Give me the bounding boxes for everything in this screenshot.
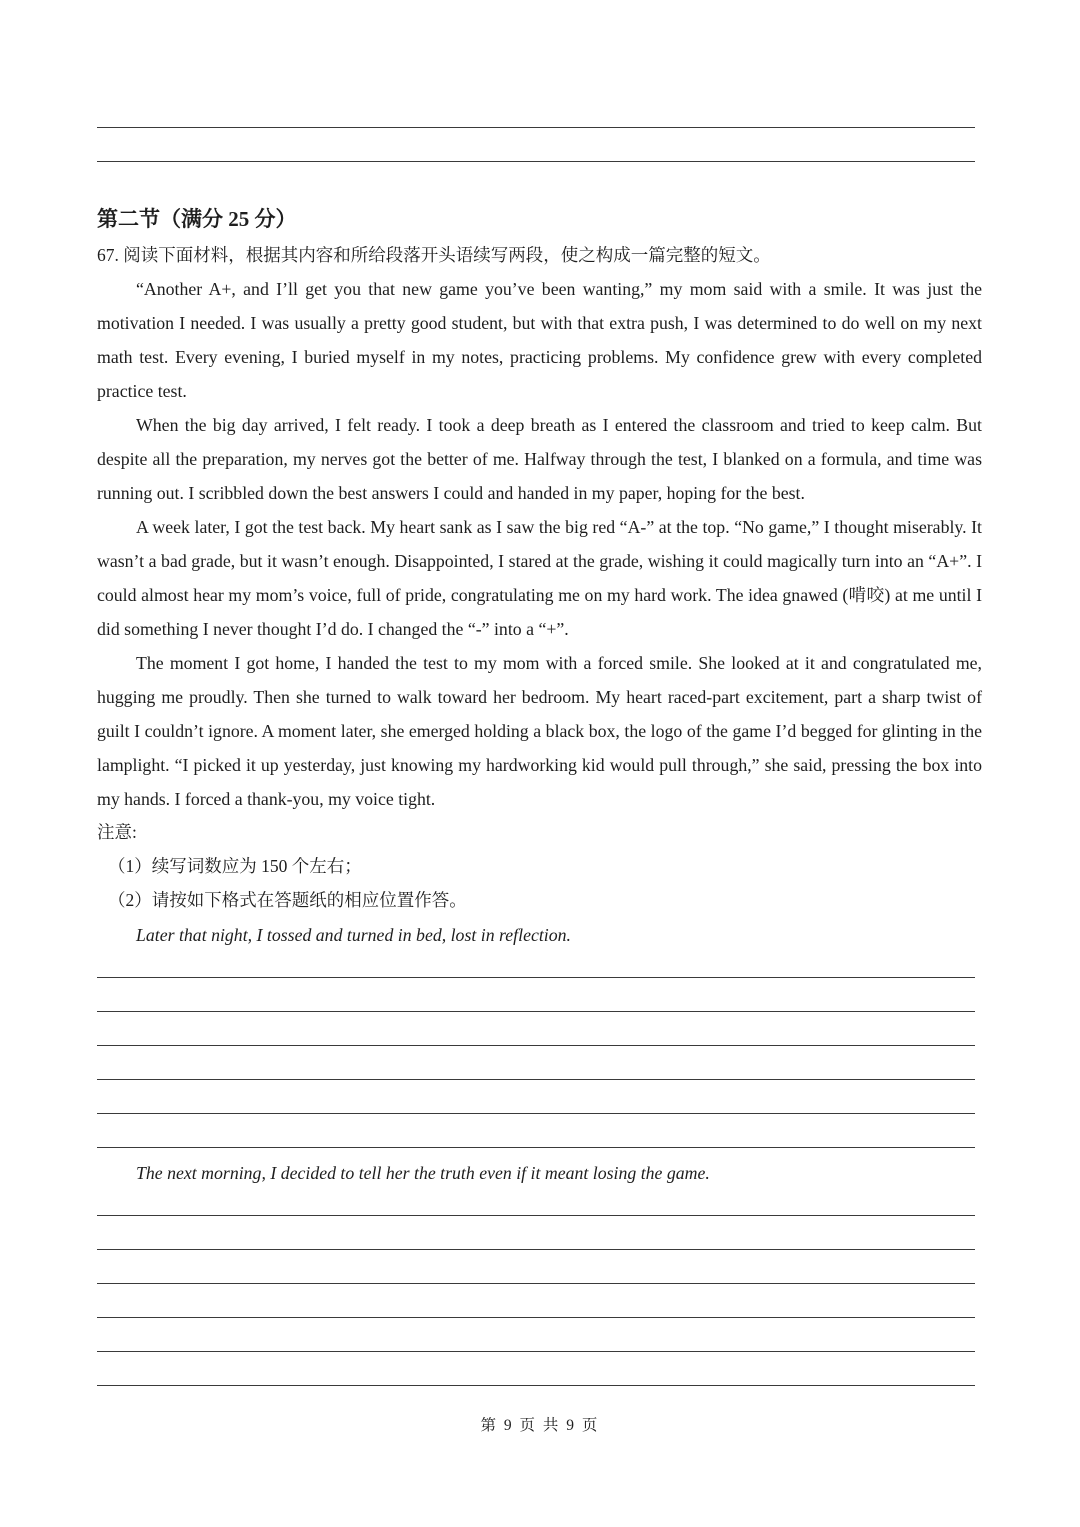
- paragraph-opening-1: Later that night, I tossed and turned in bed, lost in reflection.: [136, 925, 571, 945]
- page-number-footer: 第 9 页 共 9 页: [480, 1417, 600, 1434]
- paragraph-opening-2: The next morning, I decided to tell her the truth even if it meant losing the game.: [136, 1163, 710, 1183]
- passage-paragraph: “Another A+, and I’ll get you that new game you’ve been wanting,” my mom said with a smile. It was just the motivation I needed. I was usually a pretty good student, but with that extra push, I was determined to do well on my next math test. Every evening, I buried myself in my notes, practicing problems. My confidence grew with every completed practice test.: [97, 279, 982, 401]
- writing-line[interactable]: [97, 1079, 975, 1080]
- answer-line: [97, 161, 975, 162]
- answer-line: [97, 127, 975, 128]
- writing-line[interactable]: [97, 1045, 975, 1046]
- writing-line[interactable]: [97, 1283, 975, 1284]
- writing-line[interactable]: [97, 1351, 975, 1352]
- note-item: （2）请按如下格式在答题纸的相应位置作答。: [108, 890, 467, 910]
- writing-line[interactable]: [97, 1113, 975, 1114]
- writing-line[interactable]: [97, 977, 975, 978]
- writing-line[interactable]: [97, 1317, 975, 1318]
- passage-paragraph: When the big day arrived, I felt ready. I took a deep breath as I entered the classroom and tried to keep calm. But despite all the preparation, my nerves got the better of me. Halfway through the test, I blanked on a formula, and time was running out. I scribbled down the best answers I could and handed in my paper, hoping for the best.: [97, 415, 982, 503]
- section-title: 第二节（满分 25 分）: [97, 207, 297, 231]
- writing-line[interactable]: [97, 1011, 975, 1012]
- note-item: （1）续写词数应为 150 个左右；: [108, 856, 362, 876]
- question-prompt: 67. 阅读下面材料，根据其内容和所给段落开头语续写两段，使之构成一篇完整的短文。: [97, 245, 771, 265]
- writing-line[interactable]: [97, 1249, 975, 1250]
- writing-line[interactable]: [97, 1215, 975, 1216]
- reading-passage: [97, 272, 982, 816]
- notes-section: [97, 815, 467, 917]
- writing-line[interactable]: [97, 1147, 975, 1148]
- passage-paragraph: The moment I got home, I handed the test to my mom with a forced smile. She looked at it and congratulated me, hugging me proudly. Then she turned to walk toward her bedroom. My heart raced-part excitement, part a sharp twist of guilt I couldn’t ignore. A moment later, she emerged holding a black box, the logo of the game I’d begged for glinting in the lamplight. “I picked it up yesterday, just knowing my hardworking kid would pull through,” she said, pressing the box into my hands. I forced a thank-you, my voice tight.: [97, 653, 982, 809]
- notes-heading: 注意:: [97, 822, 137, 842]
- passage-paragraph: A week later, I got the test back. My heart sank as I saw the big red “A-” at the top. “No game,” I thought miserably. It wasn’t a bad grade, but it wasn’t enough. Disappointed, I stared at the grade, wishing it could magically turn into an “A+”. I could almost hear my mom’s voice, full of pride, congratulating me on my hard work. The idea gnawed (啃咬) at me until I did something I never thought I’d do. I changed the “-” into a “+”.: [97, 517, 982, 639]
- writing-line[interactable]: [97, 1385, 975, 1386]
